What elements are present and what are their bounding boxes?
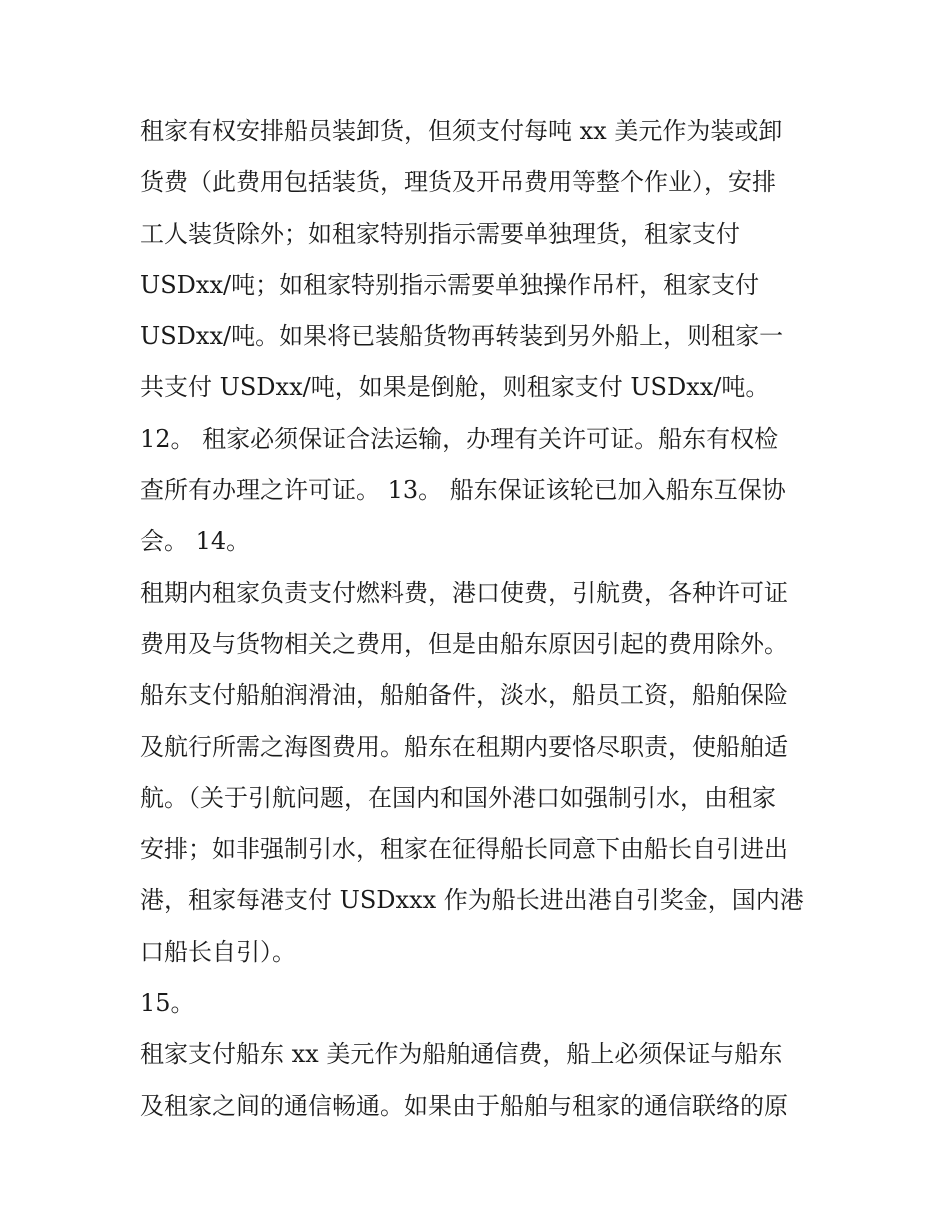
- text-line: 工人装货除外；如租家特别指示需要单独理货，租家支付: [140, 219, 740, 248]
- text-line: 船东支付船舶润滑油，船舶备件，淡水，船员工资，船舶保险: [140, 681, 788, 710]
- text-line: 12。 租家必须保证合法运输，办理有关许可证。船东有权检: [140, 424, 779, 453]
- text-line: 查所有办理之许可证。 13。 船东保证该轮已加入船东互保协: [140, 476, 786, 505]
- text-line: USDxx/吨；如租家特别指示需要单独操作吊杆，租家支付: [140, 270, 760, 299]
- text-line: 航。（关于引航问题，在国内和国外港口如强制引水，由租家: [140, 783, 776, 812]
- text-line: 15。: [140, 989, 195, 1018]
- text-line: 共支付 USDxx/吨，如果是倒舱，则租家支付 USDxx/吨。: [140, 373, 770, 402]
- text-line: 费用及与货物相关之费用，但是由船东原因引起的费用除外。: [140, 629, 788, 658]
- text-line: 租家支付船东 xx 美元作为船舶通信费，船上必须保证与船东: [140, 1040, 783, 1069]
- text-line: 及租家之间的通信畅通。如果由于船舶与租家的通信联络的原: [140, 1091, 788, 1120]
- text-line: 及航行所需之海图费用。船东在租期内要恪尽职责，使船舶适: [140, 732, 788, 761]
- text-line: 会。 14。: [140, 527, 251, 556]
- text-line: 口船长自引）。: [140, 937, 296, 966]
- contract-text: [140, 106, 820, 1132]
- text-line: USDxx/吨。如果将已装船货物再转装到另外船上，则租家一: [140, 322, 784, 351]
- text-line: 安排；如非强制引水，租家在征得船长同意下由船长自引进出: [140, 835, 788, 864]
- text-line: 货费（此费用包括装货，理货及开吊费用等整个作业），安排: [140, 168, 776, 197]
- text-line: 租期内租家负责支付燃料费，港口使费，引航费，各种许可证: [140, 578, 788, 607]
- text-line: 港，租家每港支付 USDxxx 作为船长进出港自引奖金，国内港: [140, 886, 804, 915]
- text-line: 租家有权安排船员装卸货，但须支付每吨 xx 美元作为装或卸: [140, 117, 783, 145]
